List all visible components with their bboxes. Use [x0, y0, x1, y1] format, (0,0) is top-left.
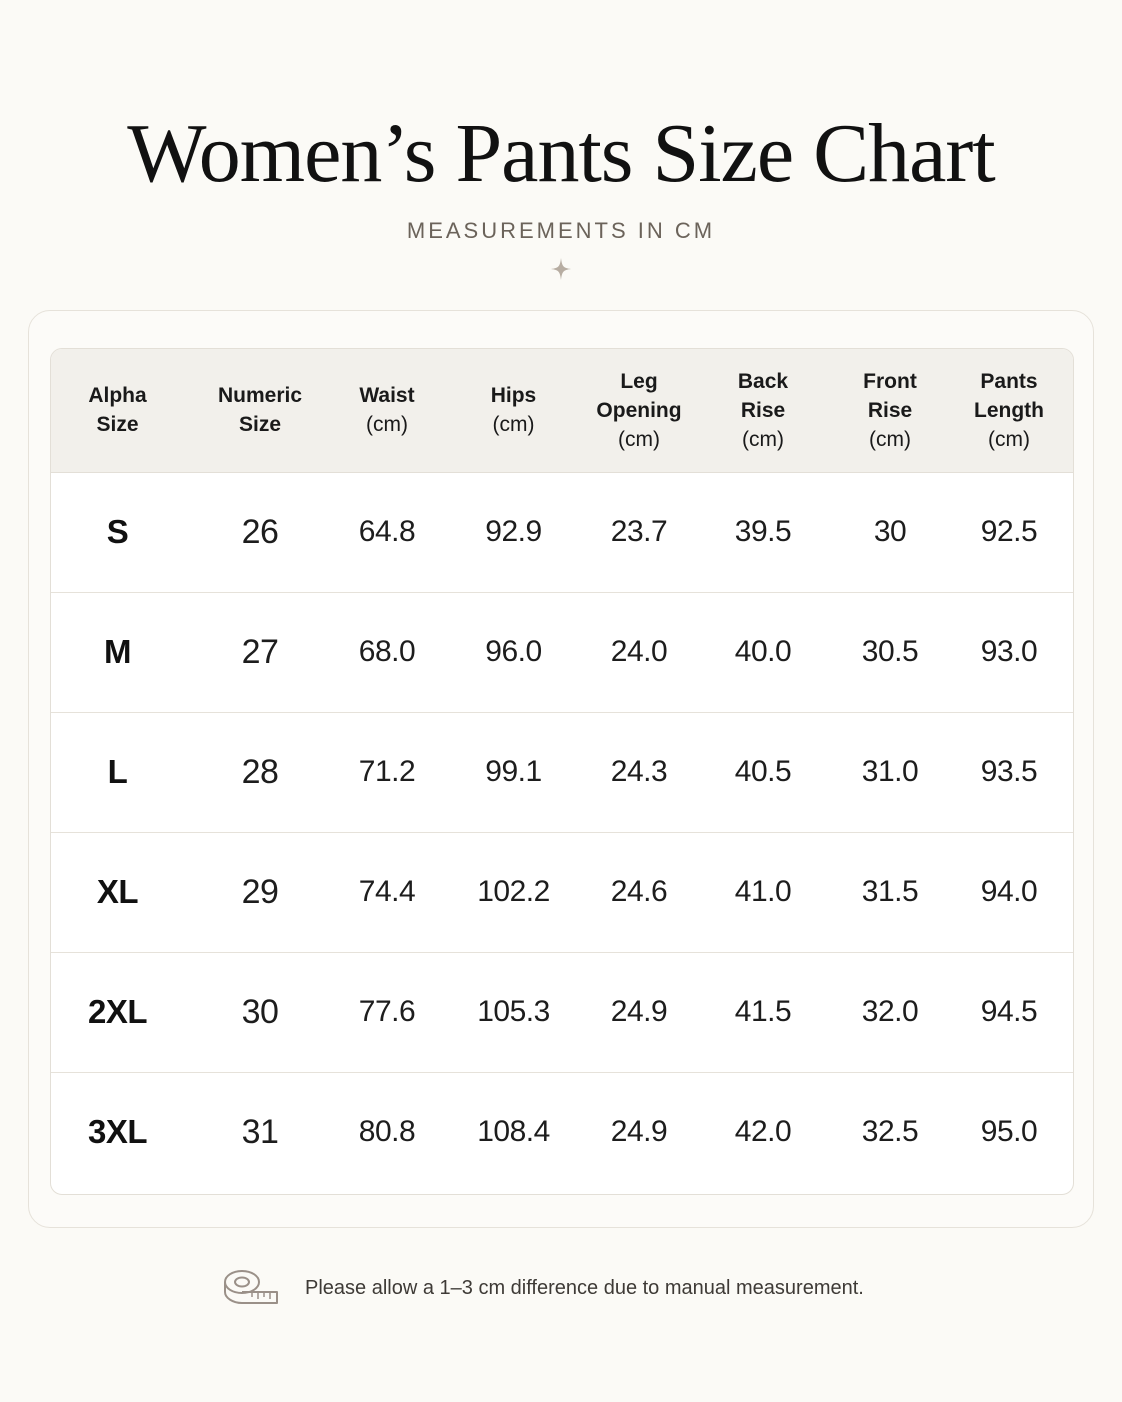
measurement-cell: 41.5 — [689, 952, 837, 1072]
column-header-label: Back — [737, 369, 789, 393]
size-table — [51, 349, 1074, 1192]
measurement-cell: 96.0 — [438, 592, 589, 712]
table-header-row — [51, 349, 1074, 472]
measurement-cell: 24.6 — [589, 832, 689, 952]
column-header — [837, 349, 943, 472]
measurement-cell: 40.0 — [689, 592, 837, 712]
numeric-size-cell: 27 — [184, 592, 336, 712]
measurement-cell: 108.4 — [477, 1115, 550, 1149]
table-row — [51, 832, 1074, 952]
column-header-label: Numeric — [217, 384, 303, 408]
page-subtitle: MEASUREMENTS IN CM — [406, 218, 716, 243]
column-header-label: Size — [96, 413, 139, 437]
measurement-cell: 99.1 — [438, 712, 589, 832]
measurement-cell: 39.5 — [689, 472, 837, 592]
column-header — [184, 349, 336, 472]
column-header-label: Size — [238, 413, 282, 437]
measurement-cell: 24.3 — [589, 712, 689, 832]
column-header-label: Rise — [740, 398, 786, 422]
alpha-size-cell: 2XL — [51, 952, 184, 1072]
numeric-size-cell: 29 — [184, 832, 336, 952]
table-row — [51, 472, 1074, 592]
alpha-size-cell: XL — [51, 832, 184, 952]
measurement-cell: 30.5 — [837, 592, 943, 712]
measurement-cell: 23.7 — [589, 472, 689, 592]
measurement-cell: 31.5 — [837, 832, 943, 952]
column-header — [589, 349, 689, 472]
alpha-size-cell: M — [51, 592, 184, 712]
column-header-unit: (cm) — [742, 427, 784, 451]
table-row — [51, 592, 1074, 712]
numeric-size-cell: 26 — [184, 472, 336, 592]
measurement-cell: 68.0 — [336, 592, 438, 712]
measuring-tape-icon — [222, 1268, 280, 1308]
column-header — [689, 349, 837, 472]
column-header-label: Length — [974, 398, 1044, 422]
measurement-cell: 32.5 — [861, 1115, 919, 1149]
sparkle-icon — [551, 258, 571, 280]
measurement-note — [222, 1266, 864, 1310]
measurement-cell: 105.3 — [438, 952, 589, 1072]
measurement-cell: 74.4 — [336, 832, 438, 952]
measurement-cell: 24.9 — [589, 952, 689, 1072]
measurement-cell: 95.0 — [980, 1115, 1038, 1149]
column-header-unit: (cm) — [618, 427, 660, 451]
measurement-cell: 32.0 — [837, 952, 943, 1072]
column-header-unit: (cm) — [366, 413, 408, 437]
alpha-size-cell: 3XL — [87, 1113, 148, 1151]
column-header — [943, 349, 1074, 472]
measurement-cell: 80.8 — [358, 1115, 416, 1149]
column-header — [336, 349, 438, 472]
measurement-cell: 93.5 — [943, 712, 1074, 832]
measurement-cell: 64.8 — [336, 472, 438, 592]
measurement-cell: 30 — [837, 472, 943, 592]
column-header — [438, 349, 589, 472]
table-row — [51, 712, 1074, 832]
page-title: Women’s Pants Size Chart — [127, 107, 995, 200]
measurement-cell: 71.2 — [336, 712, 438, 832]
column-header-label: Opening — [596, 398, 682, 422]
column-header-label: Leg — [620, 369, 658, 393]
column-header-unit: (cm) — [869, 427, 911, 451]
numeric-size-cell: 31 — [241, 1112, 279, 1151]
divider — [311, 256, 811, 282]
measurement-cell: 93.0 — [943, 592, 1074, 712]
measurement-cell: 92.5 — [943, 472, 1074, 592]
measurement-cell: 24.9 — [610, 1115, 668, 1149]
column-header-label: Rise — [867, 398, 913, 422]
column-header-unit: (cm) — [492, 413, 535, 437]
measurement-cell: 41.0 — [689, 832, 837, 952]
measurement-cell: 94.5 — [943, 952, 1074, 1072]
measurement-cell: 42.0 — [734, 1115, 792, 1149]
measurement-cell: 24.0 — [589, 592, 689, 712]
column-header-unit: (cm) — [988, 427, 1030, 451]
numeric-size-cell: 30 — [184, 952, 336, 1072]
table-row — [51, 1072, 1074, 1192]
column-header-label: Hips — [490, 384, 537, 408]
measurement-cell: 94.0 — [943, 832, 1074, 952]
numeric-size-cell: 28 — [184, 712, 336, 832]
measurement-cell: 31.0 — [837, 712, 943, 832]
table-body — [51, 472, 1074, 1192]
measurement-cell: 102.2 — [438, 832, 589, 952]
note-text: Please allow a 1–3 cm difference due to manual measurement. — [305, 1276, 864, 1299]
column-header-label: Front — [863, 369, 917, 393]
measurement-cell: 77.6 — [336, 952, 438, 1072]
alpha-size-cell: S — [51, 472, 184, 592]
column-header-label: Waist — [359, 384, 415, 408]
measurement-cell: 40.5 — [689, 712, 837, 832]
column-header — [51, 349, 184, 472]
alpha-size-cell: L — [51, 712, 184, 832]
column-header-label: Pants — [980, 369, 1038, 393]
size-table-container — [50, 348, 1074, 1195]
table-row — [51, 952, 1074, 1072]
measurement-cell: 92.9 — [438, 472, 589, 592]
column-header-label: Alpha — [88, 384, 147, 408]
